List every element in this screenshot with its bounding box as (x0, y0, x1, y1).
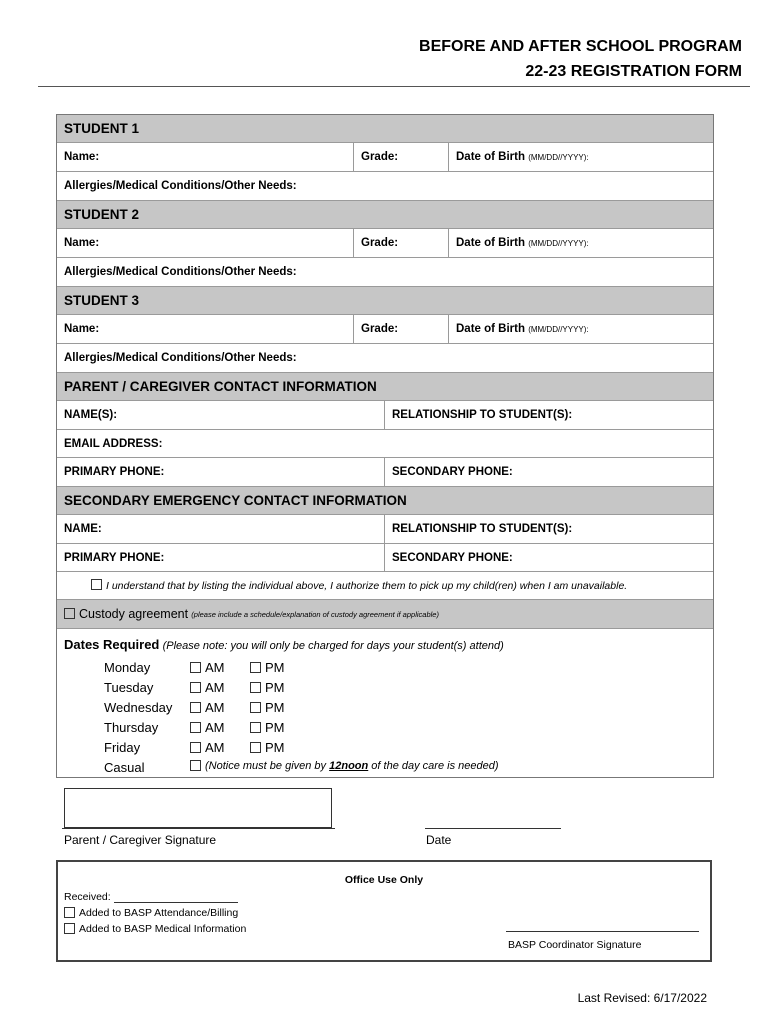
received-line (64, 891, 238, 903)
student-3-name-field[interactable] (57, 315, 353, 343)
student-3-grade-field[interactable] (353, 315, 448, 343)
received-field[interactable] (114, 902, 238, 903)
tuesday-pm-checkbox[interactable] (250, 682, 261, 693)
parent-names-label: NAME(S): (64, 409, 118, 421)
emergency-name-field[interactable] (57, 515, 384, 543)
day-label-tuesday: Tuesday (104, 680, 154, 695)
student-2-header (57, 201, 713, 229)
form-title (42, 34, 742, 84)
casual-note-bold: 12noon (329, 760, 369, 772)
parent-relationship-label: RELATIONSHIP TO STUDENT(S): (392, 409, 573, 421)
student-1-heading: STUDENT 1 (64, 121, 140, 136)
office-use-box (56, 860, 712, 962)
dates-note: (Please note: you will only be charged for days your student(s) attend) (162, 640, 504, 652)
parent-signature-line (62, 828, 335, 829)
parent-phone-row (57, 458, 713, 487)
friday-pm-checkbox[interactable] (250, 742, 261, 753)
am-label: AM (205, 720, 225, 735)
parent-primary-phone-field[interactable] (57, 458, 384, 486)
pm-label: PM (265, 740, 285, 755)
dates-label: Dates Required (64, 637, 160, 652)
student-2-dob-format: (MM/DD//YYYY): (528, 238, 589, 248)
emergency-secondary-phone-label: SECONDARY PHONE: (392, 551, 513, 564)
student-2-allergies-row[interactable] (57, 258, 713, 287)
student-2-name-label: Name: (64, 237, 100, 249)
parent-secondary-phone-label: SECONDARY PHONE: (392, 466, 513, 478)
medical-checkbox[interactable] (64, 923, 75, 934)
casual-note-after: of the day care is needed) (368, 760, 499, 772)
student-2-name-field[interactable] (57, 229, 353, 257)
parent-relationship-field[interactable] (384, 401, 713, 429)
parent-header (57, 373, 713, 401)
parent-heading: PARENT / CAREGIVER CONTACT INFORMATION (64, 379, 377, 394)
student-3-dob-format: (MM/DD//YYYY): (528, 324, 589, 334)
pm-label: PM (265, 700, 285, 715)
registration-form (56, 114, 714, 778)
day-label-thursday: Thursday (104, 720, 159, 735)
student-3-heading: STUDENT 3 (64, 293, 140, 308)
student-1-dob-label: Date of Birth (456, 151, 525, 163)
parent-secondary-phone-field[interactable] (384, 458, 713, 486)
custody-checkbox[interactable] (64, 608, 75, 619)
monday-pm-checkbox[interactable] (250, 662, 261, 673)
friday-am-checkbox[interactable] (190, 742, 201, 753)
emergency-primary-phone-label: PRIMARY PHONE: (64, 551, 165, 564)
student-1-grade-label: Grade: (361, 151, 399, 163)
thursday-pm-checkbox[interactable] (250, 722, 261, 733)
am-label: AM (205, 740, 225, 755)
student-3-info-row (57, 315, 713, 344)
student-1-header (57, 115, 713, 143)
emergency-secondary-phone-field[interactable] (384, 544, 713, 571)
attendance-checkbox[interactable] (64, 907, 75, 918)
dates-section (57, 629, 713, 777)
student-3-allergies-label: Allergies/Medical Conditions/Other Needs: (64, 352, 297, 364)
day-label-wednesday: Wednesday (104, 700, 173, 715)
last-revised: Last Revised: 6/17/2022 (577, 991, 707, 1005)
authorize-row (57, 572, 713, 600)
office-title: Office Use Only (344, 874, 424, 886)
student-1-allergies-label: Allergies/Medical Conditions/Other Needs: (64, 180, 297, 192)
day-label-monday: Monday (104, 660, 151, 675)
header-divider (38, 86, 750, 87)
thursday-am-checkbox[interactable] (190, 722, 201, 733)
student-2-dob-label: Date of Birth (456, 237, 525, 249)
pm-label: PM (265, 660, 285, 675)
title-line-1: BEFORE AND AFTER SCHOOL PROGRAM (419, 38, 742, 55)
student-3-allergies-row[interactable] (57, 344, 713, 373)
medical-label: Added to BASP Medical Information (79, 923, 247, 935)
emergency-header (57, 487, 713, 515)
coordinator-signature-line[interactable] (506, 931, 699, 932)
custody-label: Custody agreement (79, 607, 189, 621)
authorize-text: I understand that by listing the individual above, I authorize them to pick up my child(ren) when I am unavailable. (106, 579, 628, 592)
parent-primary-phone-label: PRIMARY PHONE: (64, 466, 165, 478)
dates-heading-line (57, 629, 713, 652)
monday-am-checkbox[interactable] (190, 662, 201, 673)
emergency-relationship-label: RELATIONSHIP TO STUDENT(S): (392, 523, 573, 535)
am-label: AM (205, 700, 225, 715)
emergency-relationship-field[interactable] (384, 515, 713, 543)
emergency-primary-phone-field[interactable] (57, 544, 384, 571)
parent-signature-box[interactable] (64, 788, 332, 828)
parent-names-row (57, 401, 713, 430)
parent-signature-label: Parent / Caregiver Signature (64, 833, 217, 847)
pm-label: PM (265, 680, 285, 695)
pm-label: PM (265, 720, 285, 735)
parent-names-field[interactable] (57, 401, 384, 429)
am-label: AM (205, 680, 225, 695)
parent-email-label: EMAIL ADDRESS: (64, 437, 163, 450)
student-1-dob-format: (MM/DD//YYYY): (528, 152, 589, 162)
student-3-dob-field[interactable] (448, 315, 713, 343)
student-1-allergies-row[interactable] (57, 172, 713, 201)
day-label-casual: Casual (104, 760, 145, 775)
date-line[interactable] (425, 828, 561, 829)
student-1-dob-field[interactable] (448, 143, 713, 171)
custody-row (57, 600, 713, 629)
emergency-heading: SECONDARY EMERGENCY CONTACT INFORMATION (64, 493, 407, 508)
student-2-grade-label: Grade: (361, 237, 399, 249)
student-2-allergies-label: Allergies/Medical Conditions/Other Needs: (64, 266, 297, 278)
student-2-info-row (57, 229, 713, 258)
student-2-grade-field[interactable] (353, 229, 448, 257)
title-line-2: 22-23 REGISTRATION FORM (525, 63, 742, 80)
student-3-grade-label: Grade: (361, 323, 399, 335)
student-1-grade-field[interactable] (353, 143, 448, 171)
student-2-heading: STUDENT 2 (64, 207, 140, 222)
tuesday-am-checkbox[interactable] (190, 682, 201, 693)
wednesday-am-checkbox[interactable] (190, 702, 201, 713)
student-3-header (57, 287, 713, 315)
am-label: AM (205, 660, 225, 675)
student-3-name-label: Name: (64, 323, 100, 335)
attendance-label: Added to BASP Attendance/Billing (79, 907, 239, 919)
student-1-info-row (57, 143, 713, 172)
student-2-dob-field[interactable] (448, 229, 713, 257)
student-3-dob-label: Date of Birth (456, 323, 525, 335)
casual-note-before: (Notice must be given by (205, 760, 330, 772)
received-label: Received: (64, 891, 111, 903)
authorize-checkbox[interactable] (91, 579, 102, 590)
parent-email-row[interactable] (57, 430, 713, 458)
day-label-friday: Friday (104, 740, 141, 755)
custody-note: (please include a schedule/explanation of custody agreement if applicable) (191, 609, 439, 619)
emergency-name-label: NAME: (64, 523, 102, 535)
emergency-phone-row (57, 544, 713, 572)
date-label: Date (426, 833, 452, 847)
student-1-name-label: Name: (64, 151, 100, 163)
coordinator-signature-label: BASP Coordinator Signature (508, 939, 642, 951)
student-1-name-field[interactable] (57, 143, 353, 171)
emergency-name-row (57, 515, 713, 544)
wednesday-pm-checkbox[interactable] (250, 702, 261, 713)
casual-checkbox[interactable] (190, 760, 201, 771)
